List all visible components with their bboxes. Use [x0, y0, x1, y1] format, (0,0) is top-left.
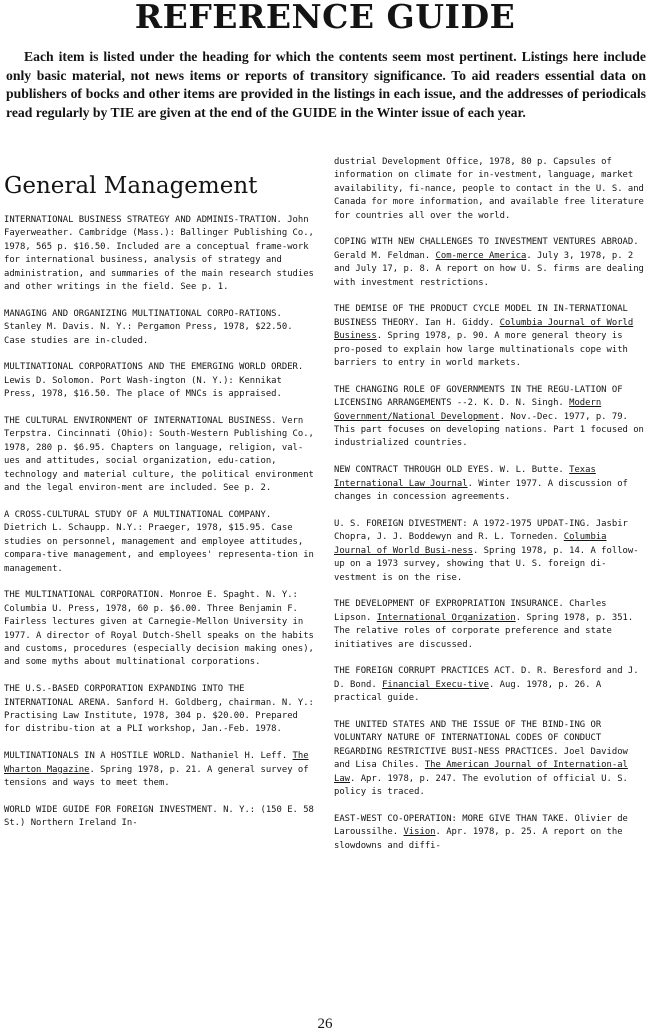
- publication-title: Modern Government/National Development: [334, 398, 602, 422]
- entry-text: MULTINATIONAL CORPORATIONS AND THE EMERGING WORLD ORDER. Lewis D. Solomon. Port Wash-ington (N. Y.): Kennikat Press, 1978, $16.50. The place of MNCs is appraised.: [4, 362, 304, 400]
- entry-text-continued: . Aug. 1978, p. 26. A practical guide.: [334, 679, 602, 704]
- right-entry-list: [334, 156, 644, 853]
- entry-text: A CROSS-CULTURAL STUDY OF A MULTINATIONAL COMPANY. Dietrich L. Schaupp. N.Y.: Praeger, 1978, $15.95. Case studies on personnel, management and employee attitudes, compara-tive management, and employees' representa-tion in management.: [4, 509, 314, 574]
- intro-paragraph: Each item is listed under the heading for which the contents seem most pertinent. Listings here include only basic material, not news items or reports of transitory significance. To aid readers essential data on publishers of bocks and other items are provided in the listings in each issue, and the addresses of periodicals read regularly by TIE are given at the end of the GUIDE in the Winter issue of each year.: [6, 49, 646, 120]
- publication-title: Com-merce America: [435, 250, 527, 261]
- entry-text: NEW CONTRACT THROUGH OLD EYES. W. L. Butte.: [334, 465, 570, 476]
- entry-text: MANAGING AND ORGANIZING MULTINATIONAL CORPO-RATIONS. Stanley M. Davis. N. Y.: Pergamon Press, 1978, $22.50. Case studies are in-cluded.: [4, 308, 293, 346]
- reference-entry: [334, 384, 644, 451]
- entry-text: THE U.S.-BASED CORPORATION EXPANDING INTO THE INTERNATIONAL ARENA. Sanford H. Goldberg, chairman. N. Y.: Practising Law Institute, 1978, 304 p. $20.00. Prepared for distribu-tion at a PLI workshop, Jan.-Feb. 1978.: [4, 684, 314, 735]
- entry-text-continued: . Spring 1978, p. 90. A more general theory is pro-posed to explain how large multinationals cope with barriers to entry in world markets.: [334, 331, 628, 369]
- reference-entry: [4, 804, 316, 831]
- reference-entry: [334, 665, 644, 705]
- entry-text: U. S. FOREIGN DIVESTMENT: A 1972-1975 UPDAT-ING. Jasbir Chopra, J. J. Boddewyn and R. L. Torneden.: [334, 518, 628, 543]
- entry-text-continued: . Spring 1978, p. 351. The relative roles of corporate preference and state initiatives are discussed.: [334, 612, 634, 650]
- entry-text-continued: . Nov.-Dec. 1977, p. 79. This part focuses on developing nations. Part 1 focused on industrialized countries.: [334, 411, 644, 449]
- entry-text: THE DEMISE OF THE PRODUCT CYCLE MODEL IN IN-TERNATIONAL BUSINESS THEORY. Ian H. Giddy.: [334, 304, 628, 328]
- reference-entry: [334, 464, 644, 504]
- reference-entry: [4, 308, 316, 348]
- entry-text: COPING WITH NEW CHALLENGES TO INVESTMENT VENTURES ABROAD. Gerald M. Feldman.: [334, 237, 639, 261]
- entry-text-continued: . Spring 1978, p. 21. A general survey of tensions and ways to meet them.: [4, 764, 309, 788]
- publication-title: The American Journal of Internation-al Law: [334, 760, 628, 784]
- left-entry-list: [4, 214, 316, 831]
- publication-title: Columbia Journal of World Busi-ness: [334, 532, 607, 556]
- reference-entry: [334, 156, 644, 223]
- reference-entry: [334, 518, 644, 585]
- entry-text: THE DEVELOPMENT OF EXPROPRIATION INSURANCE. Charles Lipson.: [334, 599, 607, 623]
- reference-entry: [4, 509, 316, 576]
- reference-entry: [4, 589, 316, 669]
- publication-title: Columbia Journal of World Business: [334, 317, 634, 342]
- entry-text: dustrial Development Office, 1978, 80 p. Capsules of information on climate for in-vestment, language, market availability, fi-nance, people to contact in the U. S. and Canada for more information, and available free literature for countries all over the world.: [334, 157, 644, 221]
- publication-title: Vision: [403, 827, 436, 838]
- reference-entry: [334, 813, 644, 853]
- reference-entry: [4, 683, 316, 737]
- reference-entry: [4, 214, 316, 294]
- reference-entry: [334, 719, 644, 799]
- entry-text: THE CHANGING ROLE OF GOVERNMENTS IN THE REGU-LATION OF LICENSING ARRANGEMENTS --2. K. D. N. Singh.: [334, 384, 623, 409]
- section-heading: General Management: [4, 173, 258, 199]
- reference-entry: [334, 303, 644, 370]
- entry-text-continued: . Winter 1977. A discussion of changes in concession agreements.: [334, 478, 628, 503]
- entry-text: INTERNATIONAL BUSINESS STRATEGY AND ADMINIS-TRATION. John Fayerweather. Cambridge (Mass.): Ballinger Publishing Co., 1978, 565 p. $16.50. Included are a conceptual frame-work for international business, analysis of strategy and administration, and summaries of the main research studies and other writings in the field. See p. 1.: [4, 215, 314, 293]
- reference-entry: [4, 415, 316, 495]
- reference-entry: [334, 236, 644, 290]
- reference-entry: [334, 598, 644, 652]
- right-column: [334, 156, 644, 866]
- entry-text: THE CULTURAL ENVIRONMENT OF INTERNATIONAL BUSINESS. Vern Terpstra. Cincinnati (Ohio): South-Western Publishing Co., 1978, 280 p. $6.95. Chapters on language, religion, val-ues and attitudes, social organization, edu-cation, technology and material culture, the political environment and the legal environ-ment are included. See p. 2.: [4, 416, 314, 494]
- entry-text: THE UNITED STATES AND THE ISSUE OF THE BIND-ING OR VOLUNTARY NATURE OF INTERNATIONAL CODES OF CONDUCT REGARDING RESTRICTIVE BUSI-NESS PRACTICES. Joel Davidow and Lisa Chiles.: [334, 719, 628, 771]
- page-number: 26: [317, 1016, 333, 1032]
- entry-text: WORLD WIDE GUIDE FOR FOREIGN INVESTMENT. N. Y.: (150 E. 58 St.) Northern Ireland In-: [4, 804, 314, 829]
- entry-text: THE FOREIGN CORRUPT PRACTICES ACT. D. R. Beresford and J. D. Bond.: [334, 666, 639, 690]
- publication-title: The Wharton Magazine: [4, 751, 309, 775]
- entry-text-continued: . July 3, 1978, p. 2 and July 17, p. 8. A report on how U. S. firms are dealing with investment restrictions.: [334, 250, 644, 288]
- publication-title: Texas International Law Journal: [334, 465, 596, 489]
- entry-text: MULTINATIONALS IN A HOSTILE WORLD. Nathaniel H. Leff.: [4, 751, 293, 762]
- entry-text-continued: . Spring 1978, p. 14. A follow-up on a 1973 survey, showing that U. S. foreign di-vestment is on the rise.: [334, 545, 639, 583]
- page-title: REFERENCE GUIDE: [134, 0, 516, 36]
- publication-title: International Organization: [376, 612, 516, 623]
- entry-text-continued: . Apr. 1978, p. 247. The evolution of official U. S. policy is traced.: [334, 773, 628, 797]
- entry-text: THE MULTINATIONAL CORPORATION. Monroe E. Spaght. N. Y.: Columbia U. Press, 1978, 60 p. $6.00. Three Benjamin F. Fairless lectures given at Carnegie-Mellon University in 1977. A director of Royal Dutch-Shell speaks on the habits and customs, procedures (especially decision making ones), and some myths about multinational corporations.: [4, 590, 314, 668]
- reference-entry: [4, 361, 316, 401]
- entry-text: EAST-WEST CO-OPERATION: MORE GIVE THAN TAKE. Olivier de Laroussilhe.: [334, 813, 628, 838]
- publication-title: Financial Execu-tive: [382, 679, 489, 690]
- left-column: [4, 156, 316, 844]
- reference-entry: [4, 750, 316, 790]
- entry-text-continued: . Apr. 1978, p. 25. A report on the slowdowns and diffi-: [334, 827, 623, 851]
